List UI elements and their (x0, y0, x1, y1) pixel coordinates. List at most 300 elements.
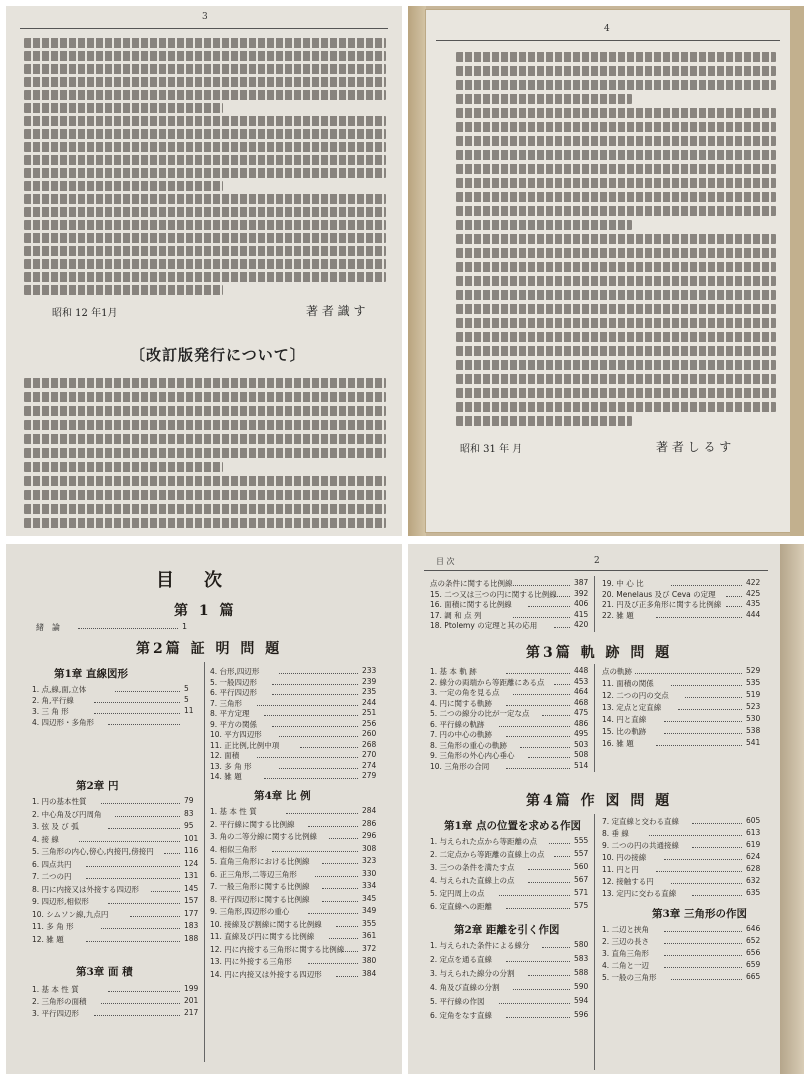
toc-entry-page: 217 (184, 1008, 199, 1017)
leader-dots (499, 726, 570, 727)
leader-dots (513, 617, 570, 618)
leader-dots (86, 941, 180, 942)
toc-entry-label: 6. 平行線の軌跡 (430, 719, 485, 729)
text-line (24, 476, 386, 486)
leader-dots (300, 747, 358, 748)
adjacent-page-edge (780, 544, 804, 1074)
toc-entry-label: 14. 円に内接又は外接する四辺形 (210, 969, 322, 979)
text-line (24, 207, 386, 217)
leader-dots (308, 826, 358, 827)
toc-entry-page: 659 (746, 960, 761, 969)
toc-entry-label: 18. Ptolemy の定理と其の応用 (430, 621, 538, 630)
toc-entry-label: 2. 三辺の長さ (602, 937, 650, 946)
toc-entry-page: 244 (362, 697, 377, 707)
toc-entry-label: 17. 調 和 点 列 (430, 610, 482, 620)
leader-dots (322, 888, 358, 889)
leader-dots (671, 883, 742, 884)
text-line (456, 262, 776, 272)
toc-entry-label: 1. 二辺と挟角 (602, 925, 650, 934)
leader-dots (671, 979, 742, 980)
toc-entry-page: 560 (574, 862, 589, 871)
toc-entry-label: 5. 一般の三角形 (602, 973, 657, 982)
toc-entry-label: 5. 一般四辺形 (210, 677, 258, 687)
toc-entry-page: 157 (184, 896, 199, 905)
toc-entry-label: 点の軌跡 (602, 667, 632, 676)
part-1-title: 第 1 篇 (174, 603, 237, 619)
column-divider (594, 814, 595, 1070)
toc-entry-page: 279 (362, 771, 377, 780)
text-line (456, 402, 776, 412)
toc-entry-page: 270 (362, 750, 377, 759)
leader-dots (78, 628, 178, 629)
toc-entry-label: 4. 角及び直線の分割 (430, 983, 500, 992)
text-line (456, 318, 776, 328)
toc-entry-label: 7. 定直線と交わる直線 (602, 817, 680, 826)
leader-dots (108, 724, 180, 725)
toc-entry-page: 583 (574, 954, 589, 963)
text-line (24, 392, 386, 402)
leader-dots (308, 913, 358, 914)
toc-entry-label: 点の条件に関する比例線 (430, 579, 513, 588)
toc-entry-page: 355 (362, 918, 377, 928)
toc-entry-label: 5. 三角形の内心,傍心,内接円,傍接円 (32, 847, 154, 856)
toc-entry-page: 124 (184, 858, 199, 868)
text-line (456, 94, 632, 104)
toc-entry-page: 392 (574, 588, 589, 598)
chapter-title: 第4章 比 例 (254, 790, 311, 802)
toc-entry-label: 1. 点,線,面,立体 (32, 685, 87, 694)
leader-dots (554, 596, 570, 597)
toc-entry-label: 1. 基 本 性 質 (210, 807, 257, 816)
toc-entry-page: 495 (574, 729, 589, 738)
leader-dots (286, 813, 358, 814)
leader-dots (664, 967, 742, 968)
leader-dots (279, 736, 358, 737)
toc-entry-label: 9. 三角形の外心内心垂心 (430, 751, 515, 760)
text-line (24, 142, 386, 152)
leader-dots (108, 991, 180, 992)
toc-entry-page: 5 (184, 684, 189, 693)
leader-dots (664, 721, 742, 722)
toc-entry-label: 5. 二つの線分の比が一定な点 (430, 709, 530, 718)
leader-dots (499, 1003, 570, 1004)
leader-dots (322, 863, 358, 864)
toc-entry-label: 2. 二定点から等距離の直線上の点 (430, 850, 545, 859)
toc-entry-label: 1. 円の基本性質 (32, 797, 87, 806)
toc-entry-label: 14. 円と直線 (602, 715, 647, 724)
leader-dots (94, 713, 180, 714)
leader-dots (671, 685, 742, 686)
text-line (456, 332, 776, 342)
leader-dots (506, 1017, 570, 1018)
toc-entry-label: 5. 直角三角形における比例線 (210, 857, 310, 866)
toc-entry-page: 555 (574, 836, 589, 845)
text-line (456, 136, 776, 146)
leader-dots (130, 916, 180, 917)
toc-entry-page: 274 (362, 760, 377, 770)
leader-dots (506, 736, 570, 737)
toc-entry-label: 7. 円の中心の軌跡 (430, 730, 493, 739)
toc-entry-label: 1. 与えられた条件による線分 (430, 941, 530, 950)
toc-entry-page: 594 (574, 996, 589, 1005)
section-heading: 〔改訂版発行について〕 (130, 346, 306, 364)
running-header: 目 次 (436, 557, 455, 566)
toc-entry-page: 567 (574, 875, 589, 884)
toc-entry-label: 6. 定直線への距離 (430, 902, 493, 911)
page-number: 3 (202, 12, 208, 22)
toc-entry-label: 13. 円に外接する三角形 (210, 957, 292, 966)
panel-preface-page-4 (408, 6, 804, 536)
leader-dots (513, 585, 570, 586)
text-line (24, 272, 386, 282)
toc-entry-label: 16. 面積に関する比例線 (430, 600, 512, 609)
part-3-title: 第3篇 軌 跡 問 題 (526, 645, 673, 661)
toc-entry-label: 3. 角の二等分線に関する比例線 (210, 832, 318, 841)
toc-entry-page: 323 (362, 856, 377, 865)
toc-entry-label: 3. 一定の角を見る点 (430, 688, 500, 697)
toc-entry-page: 415 (574, 609, 589, 619)
toc-entry-page: 422 (746, 578, 761, 587)
toc-entry-page: 588 (574, 968, 589, 977)
toc-entry-label: 2. 平行線に関する比例線 (210, 819, 295, 829)
toc-entry-label: 11. 多 角 形 (32, 922, 74, 931)
toc-entry-page: 95 (184, 821, 194, 830)
leader-dots (108, 828, 180, 829)
toc-entry-page: 131 (184, 871, 199, 880)
leader-dots (329, 938, 358, 939)
text-line (456, 360, 776, 370)
toc-entry-page: 239 (362, 676, 377, 686)
text-line (24, 434, 386, 444)
toc-entry-page: 308 (362, 843, 377, 853)
leader-dots (94, 702, 180, 703)
toc-entry-label: 3. 三 角 形 (32, 707, 69, 716)
text-line (456, 192, 776, 202)
text-line (24, 77, 386, 87)
toc-entry-page: 372 (362, 943, 377, 953)
toc-entry-page: 260 (362, 729, 377, 738)
toc-entry-label: 1. 与えられた点から等距離の点 (430, 837, 538, 846)
leader-dots (336, 976, 358, 977)
text-line (24, 194, 386, 204)
toc-entry-label: 9. 二つの円の共通接線 (602, 841, 680, 850)
toc-entry-page: 575 (574, 901, 589, 910)
column-divider (594, 576, 595, 632)
leader-dots (272, 694, 358, 695)
closing-date: 昭和 31 年 月 (460, 444, 523, 455)
toc-entry-label: 13. 多 角 形 (210, 761, 252, 771)
leader-dots (664, 955, 742, 956)
toc-entry-page: 453 (574, 676, 589, 686)
toc-entry-page: 628 (746, 864, 761, 873)
leader-dots (86, 866, 180, 867)
text-line (24, 116, 386, 126)
text-line (456, 66, 776, 76)
toc-entry-label: 21. 円及び正多角形に関する比例線 (602, 600, 722, 609)
leader-dots (342, 951, 358, 952)
toc-entry-page: 514 (574, 760, 589, 770)
leader-dots (257, 705, 358, 706)
text-line (456, 388, 776, 398)
toc-entry-label: 4. 円に関する軌跡 (430, 698, 493, 708)
leader-dots (279, 673, 358, 674)
page-sheet (6, 544, 402, 1074)
toc-entry-page: 251 (362, 708, 377, 717)
leader-dots (272, 851, 358, 852)
leader-dots (264, 715, 358, 716)
closing-date: 昭和 12 年1月 (52, 308, 118, 319)
text-line (456, 234, 776, 244)
toc-entry-page: 235 (362, 687, 377, 696)
toc-entry-page: 435 (746, 599, 761, 608)
column-divider (594, 664, 595, 772)
toc-entry-label: 3. 弦 及 び 弧 (32, 822, 79, 831)
leader-dots (692, 895, 742, 896)
text-line (24, 51, 386, 61)
toc-entry-label: 16. 雑 題 (602, 739, 634, 748)
text-line (24, 233, 386, 243)
toc-entry-label: 2. 角,平行線 (32, 696, 74, 705)
toc-entry-label: 6. 四点共円 (32, 859, 72, 869)
toc-entry-label: 12. 面積 (210, 751, 240, 760)
text-line (24, 285, 223, 295)
text-line (456, 220, 632, 230)
text-line (24, 220, 386, 230)
toc-entry-page: 444 (746, 609, 761, 619)
toc-entry-page: 420 (574, 620, 589, 629)
leader-dots (272, 726, 358, 727)
toc-entry-label: 11. 面積の関係 (602, 679, 654, 688)
leader-dots (726, 596, 742, 597)
column-divider (204, 662, 205, 1062)
leader-dots (664, 931, 742, 932)
leader-dots (542, 947, 570, 948)
toc-entry-page: 345 (362, 893, 377, 903)
toc-entry-page: 199 (184, 984, 199, 993)
text-line (24, 103, 223, 113)
toc-entry-label: 6. 平行四辺形 (210, 688, 258, 697)
leader-dots (164, 853, 180, 854)
leader-dots (257, 757, 358, 758)
text-line (24, 518, 386, 528)
toc-entry-label: 9. 四辺形,相似形 (32, 897, 89, 906)
panel-toc-page-1 (6, 544, 402, 1074)
toc-entry-label: 22. 雑 題 (602, 610, 634, 620)
text-line (456, 248, 776, 258)
toc-entry-page: 557 (574, 849, 589, 858)
toc-entry-page: 535 (746, 678, 761, 687)
toc-entry-label: 8. 円に内接又は外接する四辺形 (32, 884, 140, 894)
toc-entry-page: 177 (184, 908, 199, 918)
text-line (24, 420, 386, 430)
page-fold (408, 6, 426, 536)
leader-dots (506, 768, 570, 769)
page-sheet (426, 10, 790, 532)
toc-entry-page: 665 (746, 972, 761, 981)
toc-entry-label: 5. 平行線の作図 (430, 997, 485, 1006)
leader-dots (528, 606, 570, 607)
leader-dots (528, 757, 570, 758)
toc-entry-label: 14. 雑 題 (210, 772, 242, 781)
toc-entry-label: 4. 四辺形・多角形 (32, 718, 95, 727)
toc-entry-page: 508 (574, 750, 589, 759)
text-line (24, 181, 223, 191)
toc-entry-label: 12. 接触する円 (602, 877, 654, 886)
leader-dots (664, 943, 742, 944)
toc-entry-page: 79 (184, 796, 194, 805)
text-line (24, 504, 386, 514)
toc-entry-page: 286 (362, 818, 377, 828)
toc-entry-page: 580 (574, 940, 589, 949)
header-rule (424, 570, 768, 571)
leader-dots (656, 617, 742, 618)
toc-entry-page: 523 (746, 702, 761, 711)
toc-entry-label: 11. 直線及び円に関する比例線 (210, 932, 315, 941)
toc-entry-label: 2. 定点を通る直線 (430, 955, 493, 964)
toc-entry-label: 2. 線分の両端から等距離にある点 (430, 677, 545, 687)
leader-dots (685, 697, 742, 698)
page-number: 2 (594, 556, 600, 566)
leader-dots (542, 715, 570, 716)
header-rule (436, 40, 780, 41)
toc-entry-page: 656 (746, 948, 761, 957)
leader-dots (506, 961, 570, 962)
text-line (24, 448, 386, 458)
leader-dots (692, 847, 742, 848)
text-line (456, 108, 776, 118)
text-line (456, 80, 776, 90)
text-line (24, 462, 223, 472)
leader-dots (692, 823, 742, 824)
text-line (24, 246, 386, 256)
panel-toc-page-2 (408, 544, 804, 1074)
toc-entry-page: 529 (746, 666, 761, 675)
leader-dots (513, 989, 570, 990)
toc-entry-label: 8. 平行四辺形に関する比例線 (210, 894, 310, 904)
text-line (456, 206, 776, 216)
toc-entry-label: 13. 定円に交わる直線 (602, 889, 677, 898)
leader-dots (549, 843, 570, 844)
leader-dots (664, 733, 742, 734)
leader-dots (520, 747, 570, 748)
toc-entry-page: 646 (746, 924, 761, 933)
toc-entry-page: 590 (574, 982, 589, 991)
toc-entry-label: 2. 三角形の面積 (32, 997, 87, 1006)
leader-dots (264, 778, 358, 779)
leader-dots (315, 876, 358, 877)
page-sheet (6, 6, 402, 536)
toc-entry-page: 349 (362, 906, 377, 915)
leader-dots (656, 745, 742, 746)
text-line (24, 406, 386, 416)
page-number: 4 (604, 24, 610, 34)
leader-dots (115, 816, 180, 817)
toc-entry-label: 10. 三角形の合同 (430, 761, 490, 771)
toc-entry-label: 13. 定点と定直線 (602, 703, 662, 712)
toc-entry-page: 330 (362, 868, 377, 878)
closing-signature: 著 者 識 す (306, 304, 366, 318)
leader-dots (726, 606, 742, 607)
toc-entry-page: 233 (362, 666, 377, 675)
toc-entry-page: 256 (362, 718, 377, 728)
leader-dots (101, 1003, 180, 1004)
toc-entry-page: 5 (184, 695, 189, 704)
leader-dots (108, 903, 180, 904)
toc-entry-label: 9. 平方の関係 (210, 719, 258, 729)
toc-entry-page: 632 (746, 876, 761, 885)
toc-entry-page: 116 (184, 846, 199, 855)
leader-dots (554, 627, 570, 628)
toc-entry-page: 624 (746, 852, 761, 861)
toc-entry-label: 20. Menelaus 及び Ceva の定理 (602, 589, 716, 599)
toc-entry-label: 4. 二角と一辺 (602, 961, 650, 970)
toc-entry-page: 619 (746, 840, 761, 849)
chapter-title: 第2章 円 (76, 780, 119, 792)
toc-entry-page: 468 (574, 697, 589, 707)
leader-dots (79, 841, 180, 842)
toc-entry-page: 406 (574, 599, 589, 608)
toc-entry-page: 571 (574, 888, 589, 897)
leader-dots (279, 768, 358, 769)
toc-entry-page: 188 (184, 933, 199, 943)
toc-entry-page: 613 (746, 828, 761, 837)
leader-dots (151, 891, 180, 892)
toc-entry-page: 596 (574, 1010, 589, 1019)
toc-entry-page: 503 (574, 739, 589, 749)
toc-entry-label: 7. 二つの円 (32, 872, 72, 881)
toc-entry-page: 387 (574, 578, 589, 587)
leader-dots (528, 869, 570, 870)
text-line (24, 490, 386, 500)
toc-entry-page: 486 (574, 718, 589, 728)
toc-entry-label: 8. 三角形の重心の軌跡 (430, 740, 508, 750)
toc-entry-label: 3. 平行四辺形 (32, 1009, 80, 1018)
text-line (456, 178, 776, 188)
toc-entry-label: 15. 比の軌跡 (602, 727, 647, 736)
toc-entry-page: 384 (362, 968, 377, 978)
intro-entry: 緒 論 (36, 623, 60, 632)
leader-dots (94, 1015, 180, 1016)
toc-entry-label: 4. 与えられた直線上の点 (430, 876, 515, 885)
text-line (24, 90, 386, 100)
toc-entry-label: 3. 直角三角形 (602, 949, 650, 958)
leader-dots (664, 859, 742, 860)
toc-entry-page: 380 (362, 956, 377, 965)
toc-entry-label: 7. 三角形 (210, 698, 243, 708)
closing-signature: 著 者 し る す (656, 440, 732, 454)
toc-entry-label: 7. 一般三角形に関する比例線 (210, 882, 310, 891)
toc-entry-label: 19. 中 心 比 (602, 579, 644, 588)
toc-entry-page: 11 (184, 706, 194, 715)
toc-entry-label: 10. 接線及び割線に関する比例線 (210, 919, 322, 929)
toc-entry-page: 296 (362, 831, 377, 840)
part-4-title: 第4篇 作 図 問 題 (526, 793, 673, 809)
text-line (456, 276, 776, 286)
toc-entry-label: 12. 円に内接する三角形に関する比例線 (210, 944, 345, 954)
toc-entry-page: 541 (746, 738, 761, 747)
chapter-title: 第1章 点の位置を求める作図 (444, 820, 581, 832)
text-line (456, 290, 776, 300)
leader-dots (322, 901, 358, 902)
toc-entry-label: 4. 接 線 (32, 834, 59, 844)
text-line (456, 346, 776, 356)
text-line (456, 122, 776, 132)
text-line (456, 304, 776, 314)
toc-title: 目 次 (156, 570, 228, 591)
toc-entry-label: 1. 基 本 軌 跡 (430, 667, 477, 676)
chapter-title: 第1章 直線図形 (54, 668, 128, 680)
toc-entry-page: 268 (362, 739, 377, 749)
